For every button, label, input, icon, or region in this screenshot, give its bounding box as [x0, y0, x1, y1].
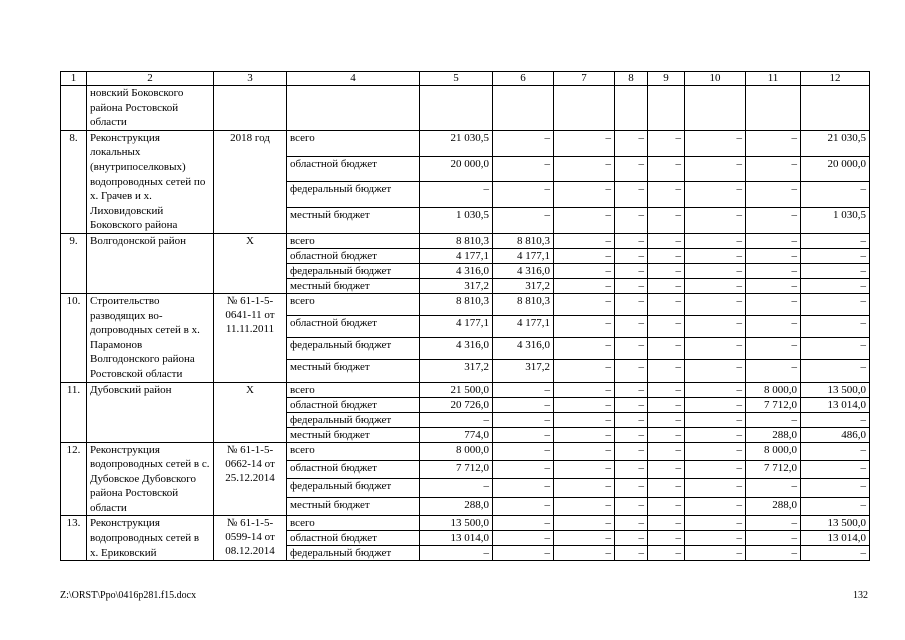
amount-cell: – [746, 130, 801, 156]
empty-cell [685, 86, 746, 131]
amount-cell: – [746, 546, 801, 561]
amount-cell: – [746, 338, 801, 360]
amount-cell: 8 810,3 [420, 293, 493, 315]
funding-source-cell: всего [287, 293, 420, 315]
amount-cell: – [420, 546, 493, 561]
row-number-cell: 12. [61, 442, 87, 516]
amount-cell: – [615, 427, 648, 442]
amount-cell: – [648, 316, 685, 338]
amount-cell: – [615, 460, 648, 478]
amount-cell: – [801, 293, 870, 315]
table-row [61, 293, 870, 315]
amount-cell: – [685, 208, 746, 234]
funding-source-cell: местный бюджет [287, 360, 420, 382]
amount-cell: – [615, 293, 648, 315]
amount-cell: – [648, 263, 685, 278]
empty-cell [61, 86, 87, 131]
amount-cell: – [615, 208, 648, 234]
amount-cell: 1 030,5 [420, 208, 493, 234]
amount-cell: – [554, 531, 615, 546]
amount-cell: – [648, 182, 685, 208]
amount-cell: – [746, 156, 801, 182]
amount-cell: – [554, 442, 615, 460]
amount-cell: 13 500,0 [801, 516, 870, 531]
amount-cell: – [746, 208, 801, 234]
column-number-header: 5 [420, 72, 493, 86]
amount-cell: 486,0 [801, 427, 870, 442]
table-row [61, 130, 870, 156]
amount-cell: – [685, 360, 746, 382]
amount-cell: 13 500,0 [420, 516, 493, 531]
amount-cell: – [615, 531, 648, 546]
amount-cell: – [615, 248, 648, 263]
funding-source-cell: областной бюджет [287, 248, 420, 263]
amount-cell: – [493, 397, 554, 412]
amount-cell: – [685, 427, 746, 442]
empty-cell [801, 86, 870, 131]
object-name-cell: Волгодонской район [87, 233, 214, 293]
amount-cell: 13 500,0 [801, 382, 870, 397]
amount-cell: 8 000,0 [746, 382, 801, 397]
row-number-cell: 9. [61, 233, 87, 293]
amount-cell: – [685, 442, 746, 460]
amount-cell: 4 177,1 [493, 248, 554, 263]
amount-cell: 20 726,0 [420, 397, 493, 412]
amount-cell: 4 177,1 [420, 248, 493, 263]
amount-cell: 8 810,3 [420, 233, 493, 248]
amount-cell: – [648, 248, 685, 263]
column-number-header: 2 [87, 72, 214, 86]
document-cell: № 61-1-5-0641-11 от 11.11.2011 [214, 293, 287, 382]
funding-source-cell: областной бюджет [287, 397, 420, 412]
empty-cell [287, 86, 420, 131]
amount-cell: – [493, 460, 554, 478]
empty-cell [648, 86, 685, 131]
amount-cell: – [554, 497, 615, 516]
amount-cell: – [801, 442, 870, 460]
amount-cell: – [801, 182, 870, 208]
document-cell: № 61-1-5-0662-14 от 25.12.2014 [214, 442, 287, 516]
amount-cell: – [420, 412, 493, 427]
amount-cell: – [615, 360, 648, 382]
table-header-row [61, 72, 870, 86]
table-row [61, 86, 870, 131]
amount-cell: – [554, 156, 615, 182]
amount-cell: – [685, 278, 746, 293]
amount-cell: – [685, 182, 746, 208]
amount-cell: – [648, 397, 685, 412]
amount-cell: – [801, 338, 870, 360]
amount-cell: – [493, 546, 554, 561]
funding-source-cell: областной бюджет [287, 531, 420, 546]
amount-cell: – [615, 497, 648, 516]
amount-cell: – [685, 412, 746, 427]
amount-cell: – [746, 263, 801, 278]
amount-cell: – [685, 531, 746, 546]
amount-cell: 317,2 [493, 278, 554, 293]
amount-cell: – [615, 516, 648, 531]
document-cell: № 61-1-5-0599-14 от 08.12.2014 [214, 516, 287, 561]
column-number-header: 6 [493, 72, 554, 86]
table-row [61, 233, 870, 248]
amount-cell: 4 316,0 [420, 263, 493, 278]
amount-cell: – [615, 397, 648, 412]
row-number-cell: 10. [61, 293, 87, 382]
column-number-header: 3 [214, 72, 287, 86]
amount-cell: – [615, 442, 648, 460]
amount-cell: 317,2 [420, 360, 493, 382]
amount-cell: 8 000,0 [746, 442, 801, 460]
amount-cell: – [685, 546, 746, 561]
amount-cell: – [801, 479, 870, 497]
funding-source-cell: областной бюджет [287, 156, 420, 182]
amount-cell: 21 030,5 [420, 130, 493, 156]
amount-cell: – [554, 208, 615, 234]
column-number-header: 10 [685, 72, 746, 86]
column-number-header: 11 [746, 72, 801, 86]
amount-cell: 13 014,0 [420, 531, 493, 546]
funding-source-cell: федеральный бюджет [287, 338, 420, 360]
amount-cell: – [746, 233, 801, 248]
amount-cell: – [554, 397, 615, 412]
amount-cell: – [493, 412, 554, 427]
amount-cell: – [746, 531, 801, 546]
amount-cell: 8 810,3 [493, 293, 554, 315]
amount-cell: – [648, 531, 685, 546]
amount-cell: – [554, 412, 615, 427]
funding-source-cell: областной бюджет [287, 460, 420, 478]
amount-cell: – [685, 516, 746, 531]
amount-cell: – [554, 546, 615, 561]
amount-cell: 20 000,0 [801, 156, 870, 182]
amount-cell: – [648, 442, 685, 460]
table-row [61, 382, 870, 397]
column-number-header: 1 [61, 72, 87, 86]
amount-cell: – [493, 208, 554, 234]
funding-source-cell: местный бюджет [287, 497, 420, 516]
column-number-header: 8 [615, 72, 648, 86]
amount-cell: – [493, 497, 554, 516]
amount-cell: – [554, 293, 615, 315]
amount-cell: – [493, 156, 554, 182]
amount-cell: – [615, 338, 648, 360]
amount-cell: – [493, 130, 554, 156]
amount-cell: – [648, 460, 685, 478]
document-cell: Х [214, 233, 287, 293]
amount-cell: – [685, 460, 746, 478]
funding-source-cell: местный бюджет [287, 427, 420, 442]
amount-cell: – [801, 546, 870, 561]
amount-cell: – [685, 497, 746, 516]
funding-source-cell: всего [287, 442, 420, 460]
amount-cell: – [746, 516, 801, 531]
amount-cell: – [746, 278, 801, 293]
funding-source-cell: местный бюджет [287, 208, 420, 234]
amount-cell: 7 712,0 [746, 460, 801, 478]
amount-cell: 13 014,0 [801, 531, 870, 546]
object-name-cell: новский Боковского района Ростовской области [87, 86, 214, 131]
amount-cell: – [648, 546, 685, 561]
amount-cell: – [554, 278, 615, 293]
amount-cell: – [493, 516, 554, 531]
amount-cell: – [615, 546, 648, 561]
amount-cell: – [746, 316, 801, 338]
amount-cell: – [648, 360, 685, 382]
amount-cell: – [685, 397, 746, 412]
footer-file-path: Z:\ORST\Ppo\0416p281.f15.docx [60, 590, 197, 601]
funding-source-cell: федеральный бюджет [287, 479, 420, 497]
funding-source-cell: всего [287, 382, 420, 397]
amount-cell: – [615, 156, 648, 182]
row-number-cell: 8. [61, 130, 87, 233]
amount-cell: – [554, 427, 615, 442]
amount-cell: – [685, 382, 746, 397]
empty-cell [615, 86, 648, 131]
amount-cell: – [801, 248, 870, 263]
funding-source-cell: федеральный бюджет [287, 182, 420, 208]
amount-cell: – [685, 293, 746, 315]
amount-cell: – [746, 360, 801, 382]
amount-cell: – [615, 479, 648, 497]
object-name-cell: Строительство разводящих во-допроводных сетей в х. Парамонов Волгодонского района Ростовской области [87, 293, 214, 382]
row-number-cell: 13. [61, 516, 87, 561]
amount-cell: – [648, 278, 685, 293]
empty-cell [493, 86, 554, 131]
amount-cell: – [493, 531, 554, 546]
amount-cell: – [685, 479, 746, 497]
amount-cell: – [648, 156, 685, 182]
funding-source-cell: местный бюджет [287, 278, 420, 293]
amount-cell: – [685, 316, 746, 338]
amount-cell: – [746, 412, 801, 427]
amount-cell: – [685, 263, 746, 278]
table-row [61, 516, 870, 531]
amount-cell: 4 177,1 [493, 316, 554, 338]
amount-cell: – [420, 182, 493, 208]
amount-cell: – [554, 338, 615, 360]
object-name-cell: Реконструкция водопроводных сетей в с. Дубовское Дубовского района Ростовской области [87, 442, 214, 516]
amount-cell: 8 810,3 [493, 233, 554, 248]
funding-source-cell: всего [287, 516, 420, 531]
amount-cell: – [801, 412, 870, 427]
amount-cell: – [554, 263, 615, 278]
amount-cell: 317,2 [420, 278, 493, 293]
object-name-cell: Реконструкция локальных (внутрипоселковых) водопроводных сетей по х. Грачев и х. Лиховидовский Боковского района [87, 130, 214, 233]
funding-source-cell: всего [287, 233, 420, 248]
funding-source-cell: федеральный бюджет [287, 263, 420, 278]
amount-cell: – [746, 248, 801, 263]
amount-cell: 317,2 [493, 360, 554, 382]
column-number-header: 4 [287, 72, 420, 86]
empty-cell [554, 86, 615, 131]
amount-cell: 288,0 [420, 497, 493, 516]
funding-source-cell: федеральный бюджет [287, 546, 420, 561]
amount-cell: – [554, 316, 615, 338]
row-number-cell: 11. [61, 382, 87, 442]
amount-cell: 774,0 [420, 427, 493, 442]
amount-cell: – [554, 382, 615, 397]
funding-source-cell: федеральный бюджет [287, 412, 420, 427]
document-cell: 2018 год [214, 130, 287, 233]
page-number: 132 [853, 590, 868, 601]
amount-cell: – [615, 233, 648, 248]
amount-cell: – [648, 497, 685, 516]
amount-cell: 4 316,0 [493, 338, 554, 360]
amount-cell: – [648, 338, 685, 360]
empty-cell [746, 86, 801, 131]
amount-cell: – [615, 316, 648, 338]
amount-cell: – [554, 516, 615, 531]
funding-source-cell: областной бюджет [287, 316, 420, 338]
amount-cell: – [801, 263, 870, 278]
amount-cell: – [648, 412, 685, 427]
funding-source-cell: всего [287, 130, 420, 156]
column-number-header: 7 [554, 72, 615, 86]
amount-cell: – [801, 316, 870, 338]
amount-cell: – [648, 427, 685, 442]
amount-cell: – [554, 182, 615, 208]
budget-table [60, 71, 870, 561]
amount-cell: – [615, 382, 648, 397]
table-row [61, 442, 870, 460]
amount-cell: – [493, 182, 554, 208]
column-number-header: 9 [648, 72, 685, 86]
amount-cell: 8 000,0 [420, 442, 493, 460]
amount-cell: 4 316,0 [420, 338, 493, 360]
amount-cell: 1 030,5 [801, 208, 870, 234]
object-name-cell: Реконструкция водопроводных сетей в х. Ериковский [87, 516, 214, 561]
amount-cell: 7 712,0 [746, 397, 801, 412]
amount-cell: – [554, 360, 615, 382]
amount-cell: – [746, 293, 801, 315]
amount-cell: – [493, 382, 554, 397]
amount-cell: – [685, 130, 746, 156]
amount-cell: – [615, 278, 648, 293]
amount-cell: – [648, 130, 685, 156]
amount-cell: 288,0 [746, 497, 801, 516]
column-number-header: 12 [801, 72, 870, 86]
amount-cell: 288,0 [746, 427, 801, 442]
amount-cell: 21 030,5 [801, 130, 870, 156]
amount-cell: – [801, 497, 870, 516]
empty-cell [420, 86, 493, 131]
amount-cell: – [554, 479, 615, 497]
amount-cell: – [685, 233, 746, 248]
amount-cell: – [801, 233, 870, 248]
amount-cell: – [801, 460, 870, 478]
amount-cell: – [648, 382, 685, 397]
amount-cell: – [648, 516, 685, 531]
amount-cell: – [801, 360, 870, 382]
amount-cell: – [554, 233, 615, 248]
amount-cell: – [648, 293, 685, 315]
amount-cell: 4 177,1 [420, 316, 493, 338]
amount-cell: – [648, 208, 685, 234]
amount-cell: – [746, 479, 801, 497]
amount-cell: – [493, 442, 554, 460]
amount-cell: – [493, 427, 554, 442]
amount-cell: – [554, 460, 615, 478]
amount-cell: – [554, 248, 615, 263]
amount-cell: – [615, 130, 648, 156]
empty-cell [214, 86, 287, 131]
amount-cell: – [615, 263, 648, 278]
amount-cell: 20 000,0 [420, 156, 493, 182]
amount-cell: – [493, 479, 554, 497]
amount-cell: 21 500,0 [420, 382, 493, 397]
amount-cell: – [685, 338, 746, 360]
amount-cell: – [615, 412, 648, 427]
amount-cell: – [648, 233, 685, 248]
amount-cell: – [420, 479, 493, 497]
amount-cell: – [746, 182, 801, 208]
amount-cell: – [685, 248, 746, 263]
amount-cell: – [554, 130, 615, 156]
amount-cell: – [615, 182, 648, 208]
amount-cell: 7 712,0 [420, 460, 493, 478]
amount-cell: 4 316,0 [493, 263, 554, 278]
object-name-cell: Дубовский район [87, 382, 214, 442]
amount-cell: 13 014,0 [801, 397, 870, 412]
document-cell: Х [214, 382, 287, 442]
amount-cell: – [801, 278, 870, 293]
amount-cell: – [648, 479, 685, 497]
amount-cell: – [685, 156, 746, 182]
